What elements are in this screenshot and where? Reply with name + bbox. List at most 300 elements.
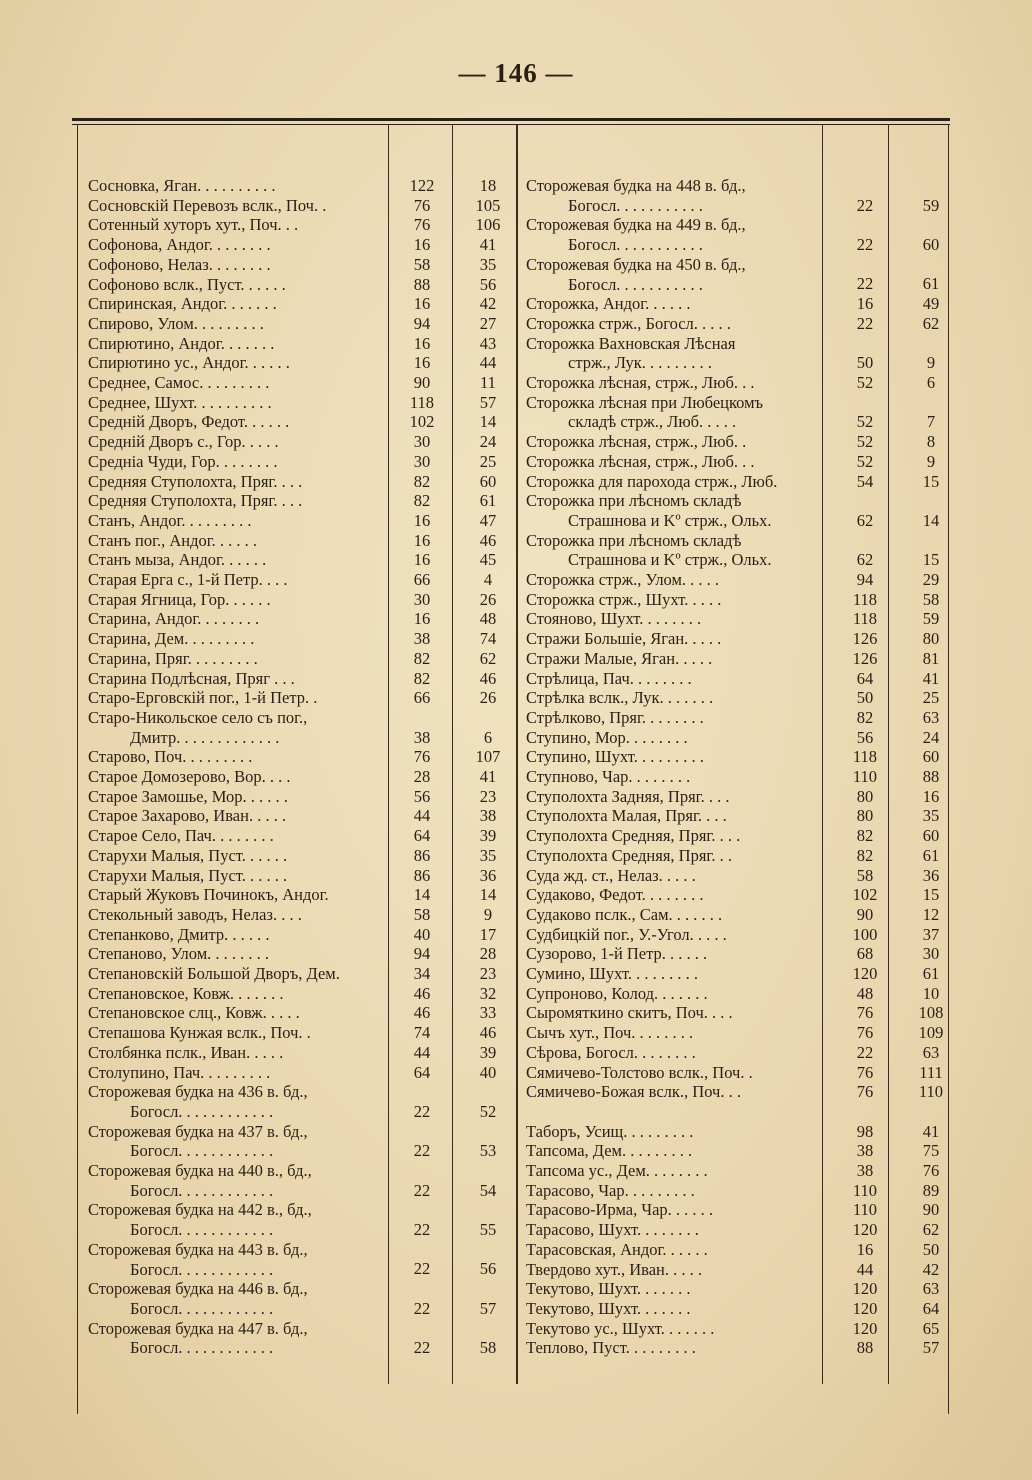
index-entry (74, 255, 518, 275)
entry-name: Столупино, Пач. . . . . . . . . (88, 1062, 271, 1082)
entry-name: Старина, Андог. . . . . . . . (88, 609, 260, 629)
entry-name: Спиринская, Андог. . . . . . . (88, 294, 277, 314)
page-ref: 82 (413, 491, 431, 511)
entry-name: Среднее, Самос. . . . . . . . . (88, 373, 270, 392)
entry-name: Станъ, Андог. . . . . . . . . (88, 510, 252, 530)
index-entry (74, 846, 518, 866)
entry-number: 90 (922, 1200, 940, 1220)
page-ref: 22 (413, 1141, 431, 1161)
entry-name: Стояново, Шухт. . . . . . . . (526, 609, 702, 629)
page-ref: 22 (413, 1180, 431, 1200)
entry-number: 89 (922, 1180, 940, 1200)
entry-number: 61 (479, 491, 497, 511)
index-entry (74, 196, 518, 216)
entry-number: 41 (479, 767, 497, 786)
left-column (74, 176, 518, 1376)
page-ref: 122 (409, 176, 435, 195)
index-entry (520, 1082, 950, 1102)
entry-name: Спирово, Улом. . . . . . . . . (88, 313, 264, 333)
page-ref: 66 (413, 570, 431, 589)
index-entry (74, 1279, 518, 1318)
entry-number: 17 (479, 924, 497, 944)
index-entry (74, 275, 518, 295)
entry-name-continuation: Богосл. . . . . . . . . . . (568, 195, 703, 215)
page-ref: 64 (413, 826, 431, 846)
entry-name: Стрѣлка вслк., Лук. . . . . . . (526, 688, 714, 708)
entry-number: 14 (922, 510, 940, 530)
entry-number: 108 (918, 1003, 944, 1023)
page-ref: 30 (413, 432, 431, 452)
entry-name: Софоново, Нелаз. . . . . . . . (88, 254, 271, 274)
index-entry (520, 215, 950, 254)
page-ref: 16 (413, 510, 431, 530)
entry-name: Стрѣлица, Пач. . . . . . . . (526, 668, 692, 688)
entry-name: Среднее, Шухт. . . . . . . . . . (88, 392, 272, 412)
entry-number: 27 (479, 313, 497, 333)
index-entry (74, 373, 518, 393)
entry-number: 29 (922, 570, 940, 589)
entry-number: 107 (475, 747, 501, 767)
entry-name: Сторожка стрж., Шухт. . . . . (526, 589, 722, 609)
index-entry (520, 866, 950, 886)
entry-name: Ступново, Чар. . . . . . . . (526, 767, 691, 786)
entry-name: Сямичево-Божая вслк., Поч. . . (526, 1082, 741, 1102)
entry-number: 111 (919, 1062, 943, 1082)
index-entry (74, 866, 518, 886)
entry-number: 60 (479, 471, 497, 491)
page-ref: 126 (852, 648, 878, 668)
index-entry (74, 806, 518, 826)
entry-number: 45 (479, 550, 497, 570)
page-ref: 16 (856, 294, 874, 314)
entry-number: 10 (922, 983, 940, 1003)
entry-name: Стражи Малые, Яган. . . . . (526, 648, 713, 668)
entry-number: 58 (479, 1338, 497, 1358)
entry-number: 8 (926, 432, 936, 452)
page-ref: 22 (856, 235, 874, 255)
entry-number: 48 (479, 609, 497, 629)
page-ref: 86 (413, 845, 431, 865)
page-ref: 22 (413, 1298, 431, 1318)
entry-name: Ступино, Шухт. . . . . . . . . (526, 747, 704, 767)
index-entry (74, 1319, 518, 1358)
entry-name: Текутово, Шухт. . . . . . . (526, 1279, 691, 1299)
entry-name: Стрѣлково, Пряг. . . . . . . . (526, 707, 704, 727)
page-ref: 76 (856, 1062, 874, 1082)
entry-name: Сторожка лѣсная, стрж., Люб. . . (526, 451, 755, 471)
index-entry (74, 294, 518, 314)
index-entry (520, 905, 950, 925)
index-entry (74, 550, 518, 570)
index-entry (74, 747, 518, 767)
entry-name-continuation: стрж., Лук. . . . . . . . . (568, 353, 712, 373)
entry-name-continuation: Богосл. . . . . . . . . . . (568, 235, 703, 255)
index-entry (74, 176, 518, 196)
entry-name: Средній Дворъ с., Гор. . . . . (88, 432, 279, 452)
entry-number: 62 (922, 1220, 940, 1240)
page-ref: 98 (856, 1121, 874, 1141)
entry-number: 15 (922, 471, 940, 491)
entry-number: 61 (922, 845, 940, 865)
entry-number: 110 (918, 1082, 944, 1102)
page-ref: 16 (413, 353, 431, 373)
index-entry (520, 649, 950, 669)
entry-number: 63 (922, 707, 940, 727)
entry-number: 41 (922, 668, 940, 688)
entry-number: 60 (922, 826, 940, 846)
entry-name: Софоново вслк., Пуст. . . . . . (88, 274, 286, 294)
entry-name: Судаково пслк., Сам. . . . . . . (526, 904, 723, 924)
index-entry (520, 570, 950, 590)
entry-number: 25 (479, 451, 497, 471)
page-ref: 64 (413, 1062, 431, 1082)
entry-number: 57 (479, 392, 497, 412)
entry-number: 42 (922, 1259, 940, 1279)
entry-number: 46 (479, 668, 497, 688)
entry-name: Старое Село, Пач. . . . . . . . (88, 826, 274, 846)
index-entry (520, 708, 950, 728)
entry-number: 15 (922, 885, 940, 905)
index-entry (74, 649, 518, 669)
entry-number: 81 (922, 648, 940, 668)
entry-name: Сузорово, 1-й Петр. . . . . . (526, 944, 708, 964)
index-entry (74, 984, 518, 1004)
entry-name: Сторожевая будка на 448 в. бд., Богосл. . . . . . . . . . . (526, 176, 822, 215)
entry-number: 24 (479, 432, 497, 452)
index-entry (520, 1200, 950, 1220)
entry-name: Старина, Дем. . . . . . . . . (88, 629, 255, 649)
entry-number: 56 (479, 1259, 497, 1279)
page-ref: 16 (413, 235, 431, 255)
page-ref: 74 (413, 1023, 431, 1043)
entry-name: Сторожевая будка на 436 в. бд., Богосл. . . . . . . . . . . . (88, 1082, 384, 1121)
entry-number: 76 (922, 1161, 940, 1180)
entry-number: 63 (922, 1279, 940, 1299)
index-entry (74, 1063, 518, 1083)
page-ref: 90 (856, 904, 874, 924)
page-ref: 120 (852, 1279, 878, 1299)
entry-name: Супроново, Колод. . . . . . . (526, 983, 708, 1003)
entry-name: Текутово ус., Шухт. . . . . . . (526, 1318, 715, 1338)
entry-name: Старая Ягница, Гор. . . . . . (88, 589, 271, 609)
entry-number: 59 (922, 195, 940, 215)
entry-number: 57 (479, 1298, 497, 1318)
page-ref: 50 (856, 688, 874, 708)
entry-number: 88 (922, 767, 940, 786)
entry-name: Сторожка лѣсная при Любецкомъ складѣ стрж., Люб. . . . . (526, 393, 822, 432)
index-entry (520, 1043, 950, 1063)
page-ref: 38 (413, 629, 431, 649)
page-ref: 14 (413, 885, 431, 905)
index-entry (520, 334, 950, 373)
entry-name: Старина, Пряг. . . . . . . . . (88, 648, 258, 668)
entry-name: Старая Ерга с., 1-й Петр. . . . (88, 570, 288, 589)
page-ref: 40 (413, 924, 431, 944)
index-entry (74, 472, 518, 492)
entry-name: Сосновка, Яган. . . . . . . . . . (88, 176, 276, 195)
entry-number: 54 (479, 1180, 497, 1200)
table-top-rule (72, 118, 950, 121)
index-entry (74, 393, 518, 413)
entry-number: 46 (479, 530, 497, 550)
entry-name: Старина Подлѣсная, Пряг . . . (88, 668, 295, 688)
index-entry (520, 609, 950, 629)
page-ref: 62 (856, 510, 874, 530)
entry-number: 60 (922, 747, 940, 767)
entry-name-continuation: Страшнова и Kº стрж., Ольх. (568, 510, 772, 530)
index-entry (520, 984, 950, 1004)
entry-name-continuation: Богосл. . . . . . . . . . . . (130, 1180, 274, 1200)
index-entry (74, 491, 518, 511)
entry-number: 9 (926, 451, 936, 471)
entry-name: Сторожка лѣсная, стрж., Люб. . (526, 432, 747, 452)
entry-number: 61 (922, 274, 940, 294)
index-entry (520, 806, 950, 826)
index-entry (520, 314, 950, 334)
page-ref: 94 (413, 313, 431, 333)
page-ref: 68 (856, 944, 874, 964)
entry-number: 7 (926, 412, 936, 432)
page-ref: 82 (856, 826, 874, 846)
entry-name: Тарасово-Ирма, Чар. . . . . . (526, 1200, 714, 1220)
page-ref: 22 (413, 1259, 431, 1279)
entry-number: 35 (479, 845, 497, 865)
page-ref: 52 (856, 373, 874, 392)
entry-name: Сторожевая будка на 447 в. бд., Богосл. . . . . . . . . . . . (88, 1319, 384, 1358)
page-ref: 76 (856, 1003, 874, 1023)
entry-name: Спирютино ус., Андог. . . . . . (88, 353, 290, 373)
page-ref: 88 (856, 1338, 874, 1358)
index-entry (520, 1299, 950, 1319)
index-entry (74, 669, 518, 689)
right-column (520, 176, 950, 1376)
index-entry (520, 747, 950, 767)
entry-number: 39 (479, 826, 497, 846)
entry-name: Старый Жуковъ Починокъ, Андог. (88, 885, 329, 905)
entry-number: 65 (922, 1318, 940, 1338)
page-ref: 16 (413, 333, 431, 353)
page-ref: 16 (413, 550, 431, 570)
entry-number: 9 (483, 904, 493, 924)
entry-name: Сторожка при лѣсномъ складѣ Страшнова и Kº стрж., Ольх. (526, 491, 822, 530)
page-ref: 38 (856, 1161, 874, 1180)
entry-number: 16 (922, 786, 940, 806)
index-entry (74, 314, 518, 334)
entry-number: 26 (479, 589, 497, 609)
index-entry (74, 511, 518, 531)
entry-number: 60 (922, 235, 940, 255)
entry-name: Старое Захарово, Иван. . . . . (88, 806, 287, 826)
index-entry (74, 787, 518, 807)
entry-name: Сямичево-Толстово вслк., Поч. . (526, 1062, 753, 1082)
entry-name: Сыромяткино скитъ, Поч. . . . (526, 1003, 733, 1023)
entry-name: Степановское слц., Ковж. . . . . (88, 1003, 300, 1023)
entry-number: 109 (918, 1023, 944, 1043)
page-ref: 110 (852, 1200, 878, 1220)
entry-number: 41 (922, 1121, 940, 1141)
index-entry (74, 1122, 518, 1161)
index-entry (520, 393, 950, 432)
page-ref: 82 (413, 648, 431, 668)
index-entry (520, 531, 950, 570)
index-entry (520, 1260, 950, 1280)
entry-name: Сторожевая будка на 440 в., бд., Богосл. . . . . . . . . . . . (88, 1161, 384, 1200)
page-ref: 48 (856, 983, 874, 1003)
index-entry (74, 1161, 518, 1200)
entry-number: 33 (479, 1003, 497, 1023)
page-ref: 118 (852, 589, 878, 609)
page-ref: 52 (856, 451, 874, 471)
page-ref: 76 (413, 215, 431, 235)
entry-number: 14 (479, 412, 497, 432)
entry-name: Ступолохта Малая, Пряг. . . . (526, 806, 727, 826)
entry-name-continuation: Богосл. . . . . . . . . . . . (130, 1259, 274, 1279)
index-entry (520, 1161, 950, 1181)
index-entry (74, 1003, 518, 1023)
index-entry (74, 688, 518, 708)
entry-name: Ступолохта Средняя, Пряг. . . (526, 845, 732, 865)
page-ref: 82 (856, 845, 874, 865)
entry-number: 43 (479, 333, 497, 353)
entry-name: Таборъ, Усищ. . . . . . . . . (526, 1121, 694, 1141)
entry-name-continuation: складѣ стрж., Люб. . . . . (568, 412, 737, 432)
entry-name: Средній Дворъ, Федот. . . . . . (88, 412, 290, 432)
index-entry (520, 846, 950, 866)
entry-name: Тапсома ус., Дем. . . . . . . . (526, 1161, 708, 1180)
entry-name: Сумино, Шухт. . . . . . . . . (526, 964, 699, 983)
entry-name-continuation: Страшнова и Kº стрж., Ольх. (568, 550, 772, 570)
entry-name: Сторожевая будка на 437 в. бд., Богосл. . . . . . . . . . . . (88, 1122, 384, 1161)
entry-name: Сторожка Вахновская Лѣсная стрж., Лук. . . . . . . . . (526, 334, 822, 373)
page-ref: 82 (413, 471, 431, 491)
page-ref: 52 (856, 412, 874, 432)
entry-number: 30 (922, 944, 940, 964)
index-entry (520, 176, 950, 215)
entry-number: 50 (922, 1239, 940, 1259)
entry-number: 44 (479, 353, 497, 373)
page-ref: 22 (856, 313, 874, 333)
page-ref: 64 (856, 668, 874, 688)
index-entry (520, 688, 950, 708)
page-ref: 66 (413, 688, 431, 708)
index-entry (74, 905, 518, 925)
index-entry (520, 472, 950, 492)
entry-number: 9 (926, 353, 936, 373)
index-entry (520, 1338, 950, 1358)
index-entry (74, 531, 518, 551)
entry-number: 12 (922, 904, 940, 924)
entry-number: 74 (479, 629, 497, 649)
page-ref: 76 (413, 195, 431, 215)
entry-number: 36 (922, 865, 940, 885)
index-entry (74, 412, 518, 432)
entry-name: Сторожка лѣсная, стрж., Люб. . . (526, 373, 755, 392)
index-entry (520, 767, 950, 787)
entry-name: Старое Домозерово, Вор. . . . (88, 767, 291, 786)
page-ref: 120 (852, 964, 878, 983)
entry-name: Средняя Ступолохта, Пряг. . . . (88, 471, 303, 491)
page-ref: 34 (413, 964, 431, 983)
index-entry (520, 1023, 950, 1043)
entry-number: 49 (922, 294, 940, 314)
entry-number: 32 (479, 983, 497, 1003)
index-entry (520, 1063, 950, 1083)
entry-name: Тарасово, Шухт. . . . . . . . (526, 1220, 699, 1240)
entry-name: Сторожка стрж., Улом. . . . . (526, 570, 720, 589)
entry-number: 25 (922, 688, 940, 708)
entry-name: Сосновскій Перевозъ вслк., Поч. . (88, 195, 327, 215)
page-number: — 146 — (458, 58, 574, 88)
page-ref: 94 (856, 570, 874, 589)
entry-name: Средніа Чуди, Гор. . . . . . . . (88, 451, 278, 471)
page-ref: 90 (413, 373, 431, 392)
entry-number: 61 (922, 964, 940, 983)
page-ref: 22 (413, 1101, 431, 1121)
entry-number: 4 (483, 570, 493, 589)
page-ref: 120 (852, 1298, 878, 1318)
page-ref: 16 (413, 609, 431, 629)
entry-name: Стекольный заводъ, Нелаз. . . . (88, 904, 302, 924)
entry-number: 59 (922, 609, 940, 629)
entry-name: Сторожка для парохода стрж., Люб. (526, 471, 778, 491)
page-ref: 110 (852, 767, 878, 786)
page-ref: 52 (856, 432, 874, 452)
entry-number: 14 (479, 885, 497, 905)
page-ref: 120 (852, 1220, 878, 1240)
page-ref: 82 (413, 668, 431, 688)
page-ref: 56 (413, 786, 431, 806)
entry-number: 58 (922, 589, 940, 609)
entry-name: Степашова Кунжая вслк., Поч. . (88, 1023, 311, 1043)
entry-number: 6 (926, 373, 936, 392)
index-entry (520, 255, 950, 294)
page-ref: 16 (856, 1239, 874, 1259)
page-ref: 22 (413, 1338, 431, 1358)
page-ref: 44 (856, 1259, 874, 1279)
page-ref: 82 (856, 707, 874, 727)
index-entry (74, 885, 518, 905)
index-entry (520, 826, 950, 846)
index-entry (74, 767, 518, 787)
entry-name-continuation: Богосл. . . . . . . . . . . . (130, 1338, 274, 1358)
index-entry (520, 294, 950, 314)
entry-number: 46 (479, 1023, 497, 1043)
entry-name: Сторожевая будка на 443 в. бд., Богосл. . . . . . . . . . . . (88, 1240, 384, 1279)
entry-name: Старо-Никольское село съ пог., Дмитр. . . . . . . . . . . . . (88, 708, 384, 747)
entry-name: Станъ мыза, Андог. . . . . . (88, 550, 267, 570)
index-entry (74, 1200, 518, 1239)
index-entry (520, 491, 950, 530)
entry-name: Сычъ хут., Поч. . . . . . . . (526, 1023, 694, 1043)
index-entry (520, 925, 950, 945)
page-ref: 54 (856, 471, 874, 491)
page-ref: 58 (413, 904, 431, 924)
index-entry (74, 1082, 518, 1121)
index-entry (520, 728, 950, 748)
entry-number: 42 (479, 294, 497, 314)
page-ref: 16 (413, 530, 431, 550)
entry-name: Теплово, Пуст. . . . . . . . . (526, 1338, 696, 1358)
page-ref: 30 (413, 451, 431, 471)
index-entry (74, 826, 518, 846)
entry-number: 52 (479, 1101, 497, 1121)
entry-name: Старое Замошье, Мор. . . . . . (88, 786, 288, 806)
entry-name: Тапсома, Дем. . . . . . . . . (526, 1141, 693, 1161)
entry-name: Ступино, Мор. . . . . . . . (526, 727, 688, 747)
index-entry (520, 944, 950, 964)
index-entry (520, 1220, 950, 1240)
entry-name-continuation: Богосл. . . . . . . . . . . (568, 274, 703, 294)
